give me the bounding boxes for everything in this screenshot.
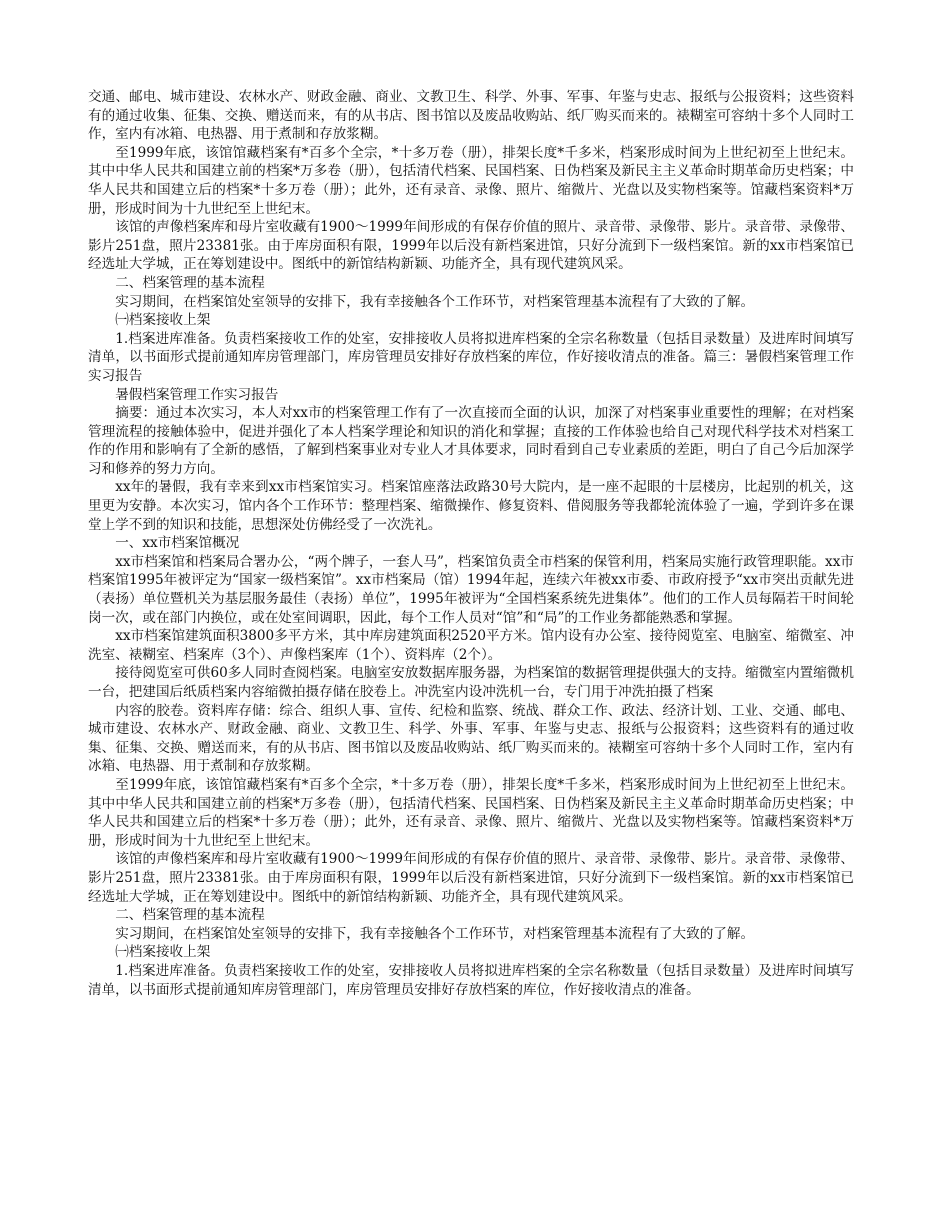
paragraph: 至1999年底，该馆馆藏档案有*百多个全宗，*十多万卷（册），排架长度*千多米，档案形成时间为上世纪初至上世纪末。其中中华人民共和国建立前的档案*万多卷（册），包括清代档案、民国档案、日伪档案及新民主主义革命时期革命历史档案；中华人民共和国建立后的档案*十多万卷（册）；此外，还有录音、录像、照片、缩微片、光盘以及实物档案等。馆藏档案资料*万册，形成时间为十九世纪至上世纪末。 [88, 776, 854, 849]
paragraph: 二、档案管理的基本流程 [115, 907, 265, 924]
paragraph: 实习期间，在档案馆处室领导的安排下，我有幸接触各个工作环节，对档案管理基本流程有了大致的了解。 [115, 293, 755, 310]
paragraph: 实习期间，在档案馆处室领导的安排下，我有幸接触各个工作环节，对档案管理基本流程有了大致的了解。 [115, 925, 755, 942]
document-body [88, 88, 854, 999]
paragraph: xx市档案馆和档案局合署办公，“两个牌子，一套人马”，档案馆负责全市档案的保管利用，档案局实施行政管理职能。xx市档案馆1995年被评定为“国家一级档案馆”。xx市档案局（馆）1994年起，连续六年被xx市委、市政府授予“xx市突出贡献先进（表扬）单位暨机关为基层服务最佳（表扬）单位”，1995年被评为“全国档案系统先进集体”。他们的工作人员每隔若干时间轮岗一次，或在部门内换位，或在处室间调职，因此，每个工作人员对“馆”和“局”的工作业务都能熟悉和掌握。 [88, 553, 854, 626]
paragraph: 摘要：通过本次实习，本人对xx市的档案管理工作有了一次直接而全面的认识，加深了对档案事业重要性的理解；在对档案管理流程的接触体验中，促进并强化了本人档案学理论和知识的消化和掌握；直接的工作体验也给自己对现代科学技术对档案工作的作用和影响有了全新的感悟，了解到档案事业对专业人才具体要求，同时看到自己专业素质的差距，明白了自己今后加深学习和修养的努力方向。 [88, 405, 854, 477]
paragraph: 该馆的声像档案库和母片室收藏有1900～1999年间形成的有保存价值的照片、录音带、录像带、影片。录音带、录像带、影片251盘，照片23381张。由于库房面积有限，1999年以后没有新档案进馆，只好分流到下一级档案馆。新的xx市档案馆已经选址大学城，正在筹划建设中。图纸中的新馆结构新颖、功能齐全，具有现代建筑风采。 [88, 219, 854, 273]
paragraph: ㈠档案接收上架 [115, 312, 211, 329]
paragraph: xx年的暑假，我有幸来到xx市档案馆实习。档案馆座落法政路30号大院内，是一座不起眼的十层楼房，比起别的机关，这里更为安静。本次实习，馆内各个工作环节：整理档案、缩微操作、修复资料、借阅服务等我都轮流体验了一遍，学到许多在课堂上学不到的知识和技能，思想深处仿佛经受了一次洗礼。 [88, 479, 854, 533]
paragraph: 暑假档案管理工作实习报告 [115, 386, 279, 403]
paragraph: 一、xx市档案馆概况 [115, 535, 240, 552]
paragraph: 1.档案进库准备。负责档案接收工作的处室，安排接收人员将拟进库档案的全宗名称数量（包括目录数量）及进库时间填写清单，以书面形式提前通知库房管理部门，库房管理员安排好存放档案的库位，作好接收清点的准备。篇三：暑假档案管理工作实习报告 [88, 330, 854, 384]
paragraph: 交通、邮电、城市建设、农林水产、财政金融、商业、文教卫生、科学、外事、军事、年鉴与史志、报纸与公报资料；这些资料有的通过收集、征集、交换、赠送而来，有的从书店、图书馆以及废品收购站、纸厂购买而来的。裱糊室可容纳十多个人同时工作，室内有冰箱、电热器、用于煮制和存放浆糊。 [88, 89, 854, 143]
paragraph: 内容的胶卷。资料库存储：综合、组织人事、宣传、纪检和监察、统战、群众工作、政法、经济计划、工业、交通、邮电、城市建设、农林水产、财政金融、商业、文教卫生、科学、外事、军事、年鉴与史志、报纸与公报资料；这些资料有的通过收集、征集、交换、赠送而来，有的从书店、图书馆以及废品收购站、纸厂购买而来的。裱糊室可容纳十多个人同时工作，室内有冰箱、电热器、用于煮制和存放浆糊。 [88, 702, 854, 775]
paragraph: 至1999年底，该馆馆藏档案有*百多个全宗，*十多万卷（册），排架长度*千多米，档案形成时间为上世纪初至上世纪末。其中中华人民共和国建立前的档案*万多卷（册），包括清代档案、民国档案、日伪档案及新民主主义革命时期革命历史档案；中华人民共和国建立后的档案*十多万卷（册）；此外，还有录音、录像、照片、缩微片、光盘以及实物档案等。馆藏档案资料*万册，形成时间为十九世纪至上世纪末。 [88, 144, 854, 217]
paragraph: 接待阅览室可供60多人同时查阅档案。电脑室安放数据库服务器，为档案馆的数据管理提供强大的支持。缩微室内置缩微机一台，把建国后纸质档案内容缩微拍摄存储在胶卷上。冲洗室内设冲洗机一台，专门用于冲洗拍摄了档案 [88, 665, 854, 700]
paragraph: 该馆的声像档案库和母片室收藏有1900～1999年间形成的有保存价值的照片、录音带、录像带、影片。录音带、录像带、影片251盘，照片23381张。由于库房面积有限，1999年以后没有新档案进馆，只好分流到下一级档案馆。新的xx市档案馆已经选址大学城，正在筹划建设中。图纸中的新馆结构新颖、功能齐全，具有现代建筑风采。 [88, 851, 854, 905]
paragraph: xx市档案馆建筑面积3800多平方米，其中库房建筑面积2520平方米。馆内设有办公室、接待阅览室、电脑室、缩微室、冲洗室、裱糊室、档案库（3个）、声像档案库（1个）、资料库（2个）。 [88, 628, 854, 663]
paragraph: ㈠档案接收上架 [115, 944, 211, 961]
paragraph: 1.档案进库准备。负责档案接收工作的处室，安排接收人员将拟进库档案的全宗名称数量（包括目录数量）及进库时间填写清单，以书面形式提前通知库房管理部门，库房管理员安排好存放档案的库位，作好接收清点的准备。 [88, 962, 854, 998]
paragraph: 二、档案管理的基本流程 [115, 274, 265, 291]
